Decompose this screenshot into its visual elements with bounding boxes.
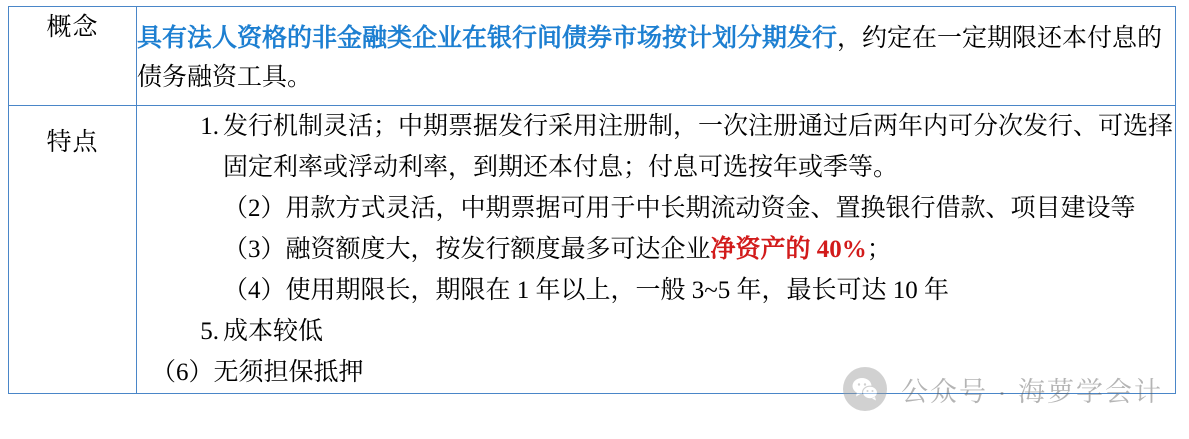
- list-item-text-part: （2）用款方式灵活，中期票据可用于中长期流动资金、置换银行借款、项目建设等（3）融资额度大，按发行额度最多可达企业: [223, 195, 1136, 263]
- list-item-text: （6）无须担保抵押: [151, 359, 364, 386]
- row-content-concept: [137, 7, 1176, 106]
- list-item: [137, 106, 1175, 188]
- concept-highlight-text: 具有法人资格的非金融类企业在银行间债券市场按计划分期发行: [137, 25, 838, 52]
- list-item-number: 5.: [200, 318, 219, 345]
- row-content-features: [137, 106, 1176, 394]
- list-item: [137, 188, 1175, 270]
- features-list: [137, 106, 1175, 393]
- concept-plain-text: ，约定在一定期限还本付息的债务融资工具。: [137, 25, 1163, 91]
- list-item: [137, 352, 1175, 393]
- row-label-concept: 概念: [9, 7, 137, 106]
- list-item-text: （4）使用期限长，期限在 1 年以上，一般 3~5 年，最长可达 10 年: [223, 277, 950, 304]
- list-item-text: 发行机制灵活；中期票据发行采用注册制，一次注册通过后两年内可分次发行、可选择固定利率或浮动利率，到期还本付息；付息可选按年或季等。: [223, 113, 1174, 181]
- table-row-concept: [9, 7, 1176, 106]
- content-table: [8, 6, 1176, 394]
- list-item-highlight: 净资产的 40%: [710, 236, 867, 263]
- list-item-text: 成本较低: [223, 318, 324, 345]
- list-item: [137, 270, 1175, 311]
- list-item-number: 1.: [200, 113, 219, 140]
- list-item-text: [223, 188, 1175, 270]
- list-item: [137, 311, 1175, 352]
- watermark-text: 公众号 · 海萝学会计: [901, 376, 1163, 407]
- list-item-text-tail: ；: [866, 236, 892, 263]
- table-row-features: [9, 106, 1176, 394]
- row-label-features: 特点: [9, 106, 137, 394]
